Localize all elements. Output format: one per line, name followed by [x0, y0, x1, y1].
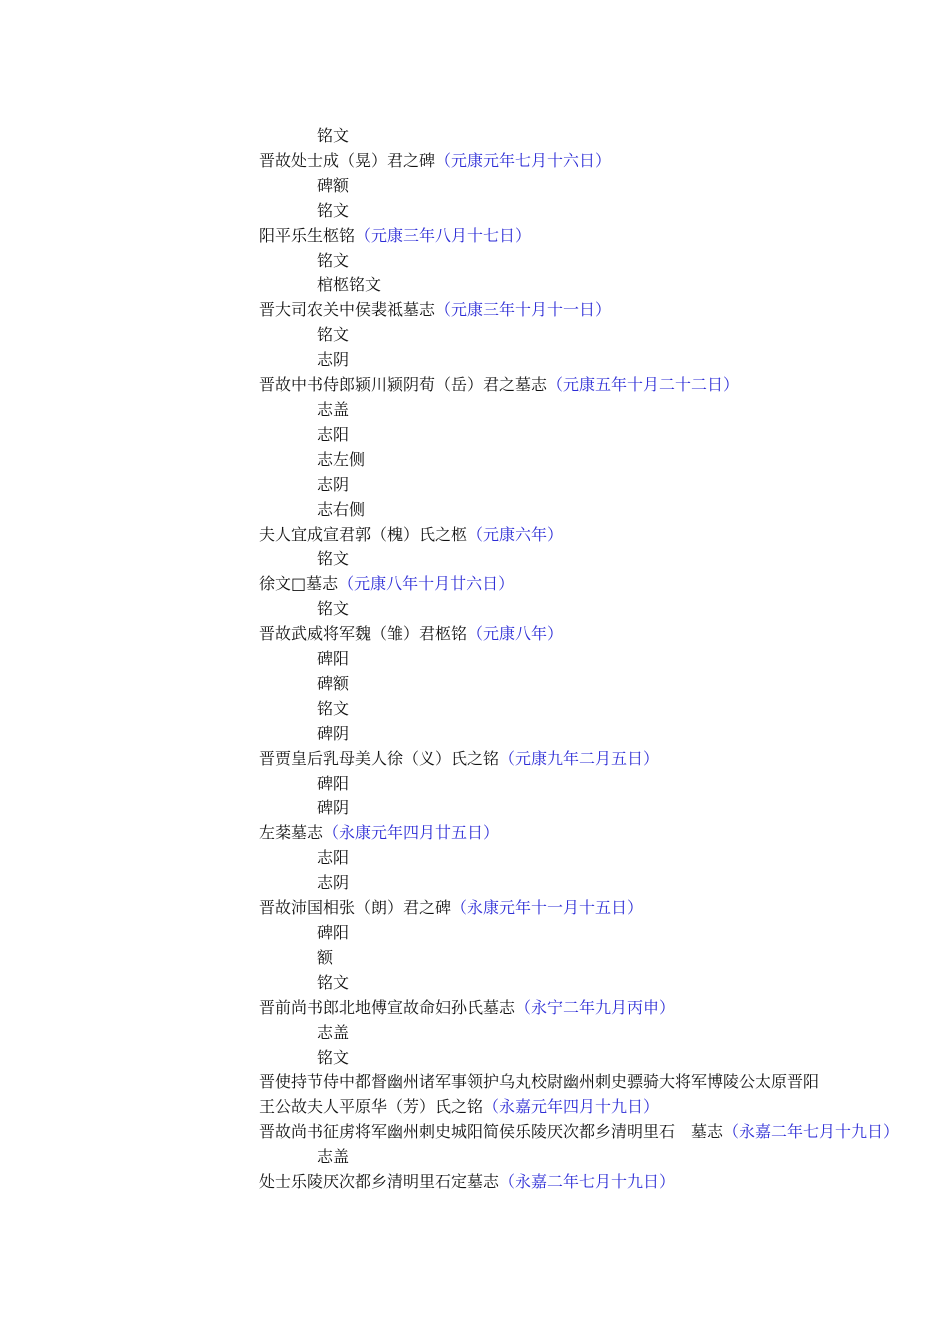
inscription-title-item [259, 298, 819, 323]
section-label: 志阴 [317, 350, 350, 370]
inscription-title-item [259, 622, 819, 647]
section-item [259, 796, 819, 821]
section-label: 铭文 [317, 325, 350, 345]
section-item [259, 1046, 819, 1071]
inscription-date: （元康八年） [467, 624, 564, 644]
inscription-title-item [259, 572, 819, 597]
inscription-date: （元康八年十月廿六日） [338, 574, 515, 594]
inscription-title: 晋故处士成（晃）君之碑 [259, 150, 436, 170]
inscription-title: 徐文□墓志 [259, 574, 339, 594]
inscription-date: （元康五年十月二十二日） [547, 375, 740, 395]
section-label: 铭文 [317, 549, 350, 569]
inscription-title-item [259, 1120, 900, 1145]
inscription-date: （元康六年） [467, 524, 564, 544]
section-label: 志盖 [317, 1147, 350, 1167]
section-item [259, 1145, 819, 1170]
section-label: 志阳 [317, 848, 350, 868]
inscription-title: 晋前尚书郎北地傅宣故命妇孙氏墓志 [259, 997, 516, 1017]
inscription-date: （永宁二年九月丙申） [515, 997, 676, 1017]
section-item [259, 921, 819, 946]
inscription-date: （永康元年十一月十五日） [451, 898, 644, 918]
section-item [259, 672, 819, 697]
inscription-date: （元康三年十月十一日） [435, 300, 612, 320]
inscription-title: 晋故沛国相张（朗）君之碑 [259, 898, 452, 918]
section-item [259, 124, 819, 149]
section-item [259, 597, 819, 622]
section-label: 铭文 [317, 126, 350, 145]
section-label: 棺柩铭文 [317, 275, 382, 295]
inscription-title-item [259, 896, 819, 921]
section-label: 志阴 [317, 474, 350, 494]
section-label: 碑阴 [317, 798, 350, 818]
inscription-title: 晋大司农关中侯裴祗墓志 [259, 300, 436, 320]
section-label: 碑阳 [317, 649, 350, 669]
section-item [259, 199, 819, 224]
section-item [259, 273, 819, 298]
section-label: 碑额 [317, 175, 350, 195]
section-item [259, 871, 819, 896]
section-label: 铭文 [317, 200, 350, 220]
section-item [259, 473, 819, 498]
inscription-title-item [259, 523, 819, 548]
inscription-title-item [259, 1170, 819, 1195]
section-item [259, 647, 819, 672]
section-item [259, 423, 819, 448]
section-label: 铭文 [317, 250, 350, 270]
section-label: 铭文 [317, 599, 350, 619]
inscription-title: 左棻墓志 [259, 823, 324, 843]
inscription-date: （永嘉元年四月十九日） [483, 1097, 660, 1117]
inscription-title: 处士乐陵厌次都乡清明里石定墓志 [259, 1172, 500, 1192]
inscription-title: 晋贾皇后乳母美人徐（义）氏之铭 [259, 748, 500, 768]
inscription-title: 晋故武威将军魏（雏）君柩铭 [259, 624, 468, 644]
inscription-date: （永康元年四月廿五日） [323, 823, 500, 843]
section-item [259, 498, 819, 523]
section-item [259, 323, 819, 348]
section-label: 额 [317, 947, 334, 967]
section-item [259, 722, 819, 747]
section-item [259, 348, 819, 373]
section-label: 铭文 [317, 1047, 350, 1067]
section-item [259, 398, 819, 423]
section-item [259, 697, 819, 722]
inscription-title-item [259, 224, 819, 249]
inscription-date: （元康三年八月十七日） [355, 225, 532, 245]
section-item [259, 1021, 819, 1046]
section-item [259, 249, 819, 274]
inscription-title-item [259, 373, 819, 398]
inscription-title-item [259, 821, 819, 846]
inscription-list [259, 124, 900, 1195]
section-label: 铭文 [317, 972, 350, 992]
inscription-title-item [259, 1070, 819, 1120]
section-item [259, 971, 819, 996]
inscription-date: （永嘉二年七月十九日） [723, 1122, 900, 1142]
section-label: 志阴 [317, 873, 350, 893]
section-item [259, 174, 819, 199]
section-item [259, 547, 819, 572]
inscription-title: 阳平乐生柩铭 [259, 225, 356, 245]
section-label: 志左侧 [317, 449, 366, 469]
section-label: 铭文 [317, 698, 350, 718]
section-item [259, 772, 819, 797]
section-label: 碑阳 [317, 773, 350, 793]
inscription-title-item [259, 996, 819, 1021]
section-label: 碑额 [317, 673, 350, 693]
inscription-date: （元康九年二月五日） [499, 748, 660, 768]
section-label: 志右侧 [317, 499, 366, 519]
section-label: 碑阴 [317, 723, 350, 743]
inscription-title-item [259, 747, 819, 772]
inscription-title: 晋故中书侍郎颍川颍阴荀（岳）君之墓志 [259, 375, 548, 395]
inscription-title: 晋故尚书征虏将军幽州刺史城阳简侯乐陵厌次都乡清明里石 墓志 [259, 1122, 724, 1142]
inscription-title: 晋使持节侍中都督幽州诸军事领护乌丸校尉幽州刺史骠骑大将军博陵公太原晋阳王公故夫人平原华（芳）氏之铭 [259, 1072, 820, 1117]
section-label: 志盖 [317, 1022, 350, 1042]
section-item [259, 448, 819, 473]
inscription-date: （元康元年七月十六日） [435, 150, 612, 170]
section-label: 志阳 [317, 424, 350, 444]
section-label: 志盖 [317, 399, 350, 419]
inscription-title-item [259, 149, 819, 174]
section-item [259, 946, 819, 971]
inscription-title: 夫人宜成宣君郭（槐）氏之柩 [259, 524, 468, 544]
section-label: 碑阳 [317, 923, 350, 942]
section-item [259, 846, 819, 871]
inscription-date: （永嘉二年七月十九日） [499, 1172, 676, 1192]
